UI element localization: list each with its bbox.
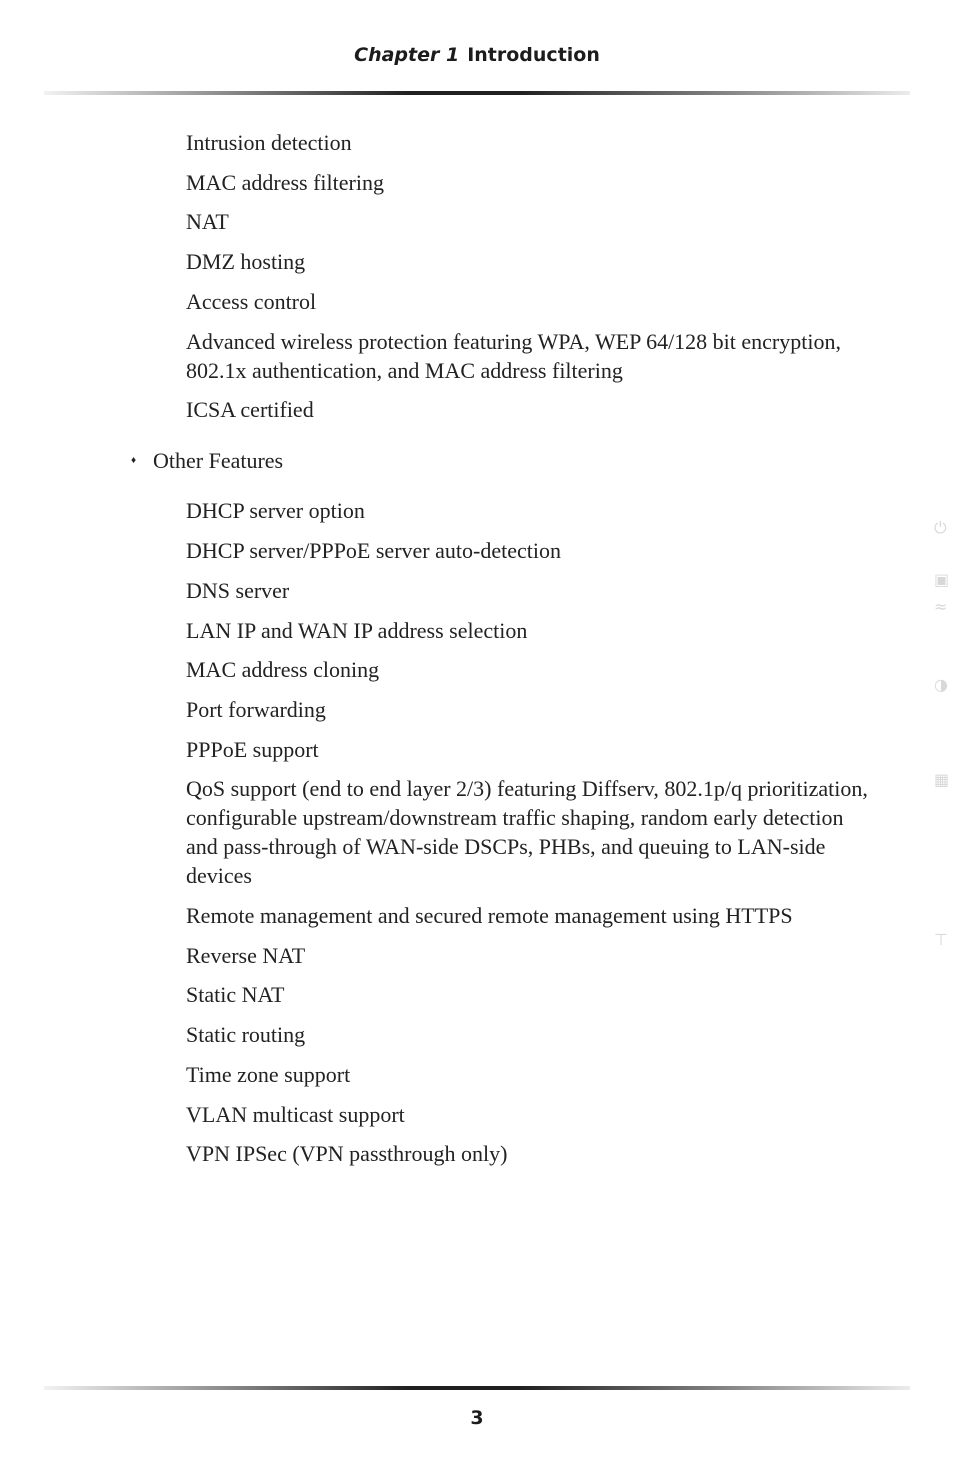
list-item: Time zone support [186, 1062, 351, 1087]
page-number: 3 [470, 1407, 484, 1429]
list-item: Static NAT [186, 982, 285, 1007]
list-item: Intrusion detection [186, 130, 352, 155]
list-item: VLAN multicast support [186, 1102, 405, 1127]
ethernet-icon: ▦ [934, 770, 950, 789]
list-item: DHCP server/PPPoE server auto-detection [186, 538, 561, 563]
footer-rule [44, 1386, 910, 1390]
list-item: Access control [186, 289, 317, 314]
chapter-header [0, 44, 954, 66]
list-item: Port forwarding [186, 697, 326, 722]
list-item: MAC address cloning [186, 657, 380, 682]
globe-icon: ◑ [934, 675, 948, 694]
list-item-paragraph: Advanced wireless protection featuring WPA, WEP 64/128 bit encryption, 802.1x authentication, and MAC address filtering [186, 329, 841, 383]
section-bullet [131, 446, 283, 477]
list-item: Static routing [186, 1022, 306, 1047]
chapter-label: Chapter 1 [354, 44, 460, 66]
section-heading: Other Features [153, 448, 284, 473]
lan-icon: ▣ [934, 570, 950, 589]
list-item: Reverse NAT [186, 943, 306, 968]
list-item: Remote management and secured remote management using HTTPS [186, 903, 793, 928]
header-rule [44, 91, 910, 95]
list-item: DHCP server option [186, 498, 365, 523]
list-item: LAN IP and WAN IP address selection [186, 618, 528, 643]
list-item: MAC address filtering [186, 170, 384, 195]
list-item: NAT [186, 209, 229, 234]
list-item: DMZ hosting [186, 249, 306, 274]
list-item: PPPoE support [186, 737, 319, 762]
usb-icon: ⊤ [934, 930, 948, 949]
diamond-bullet-icon: ♦ [131, 455, 137, 467]
list-item: DNS server [186, 578, 290, 603]
wireless-icon: ≈ [934, 597, 948, 616]
chapter-title: Introduction [467, 44, 600, 66]
list-item: VPN IPSec (VPN passthrough only) [186, 1141, 508, 1166]
list-item-paragraph: QoS support (end to end layer 2/3) featuring Diffserv, 802.1p/q prioritization, configurable upstream/downstream traffic shaping, random early detection and pass-through of WAN-side DSCPs, PHBs, and queuing to LAN-side devices [186, 776, 868, 888]
power-icon: ⏻ [934, 518, 947, 537]
list-item: ICSA certified [186, 397, 314, 422]
